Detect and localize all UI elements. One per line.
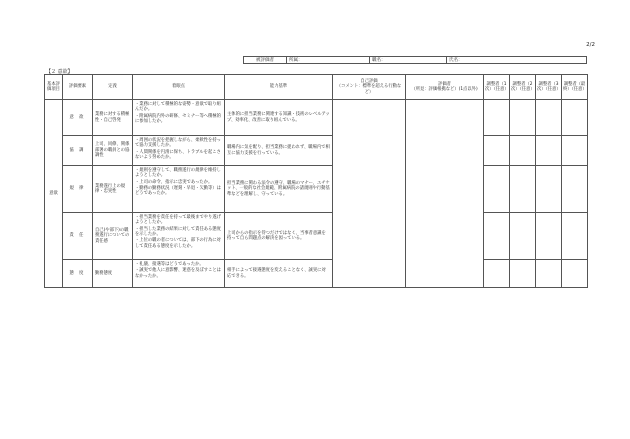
job-title-field[interactable]: 職名： xyxy=(370,57,447,64)
header-focus: 着眼点 xyxy=(133,75,225,100)
element-cell: 意 欲 xyxy=(63,100,93,136)
definition-cell: 自己(や部下)の職務遂行についての責任感 xyxy=(93,213,133,260)
adjuster-2-input[interactable] xyxy=(510,166,536,213)
adjuster-final-input[interactable] xyxy=(562,136,588,166)
header-evaluator xyxy=(406,75,484,100)
standard-cell: 主体的に担当業務に関連する知識・技術のレベルアップ、効率化、改善に取り組んでいる。 xyxy=(225,100,333,136)
adjuster-1-input[interactable] xyxy=(484,213,510,260)
adjuster-2-input[interactable] xyxy=(510,100,536,136)
adjuster-2-input[interactable] xyxy=(510,213,536,260)
focus-point: ・上司の命令、指示に忠実であったか。 xyxy=(135,179,213,185)
table-row xyxy=(45,213,588,260)
focus-cell xyxy=(133,136,225,166)
focus-point: ・附属病院内外の研修、セミナー等へ積極的に参加したか。 xyxy=(135,113,221,125)
header-adjuster-2: 調整者（2次）（任意） xyxy=(510,75,536,100)
focus-point: ・勤務の勤務状況（遅刻・早退・欠勤等）はどうであったか。 xyxy=(135,186,221,197)
adjuster-2-input[interactable] xyxy=(510,260,536,288)
focus-cell xyxy=(133,213,225,260)
adjuster-final-input[interactable] xyxy=(562,213,588,260)
adjuster-3-input[interactable] xyxy=(536,166,562,213)
table-row xyxy=(45,136,588,166)
self-eval-input[interactable] xyxy=(333,100,406,288)
table-row xyxy=(45,260,588,288)
header-basic-item: 基本評価項目 xyxy=(45,75,63,100)
focus-cell xyxy=(133,260,225,288)
evaluator-comment-input[interactable] xyxy=(406,100,484,288)
adjuster-2-input[interactable] xyxy=(510,136,536,166)
adjuster-1-input[interactable] xyxy=(484,136,510,166)
definition-cell: 業務遂行上の規律・忠実性 xyxy=(93,166,133,213)
header-self-eval xyxy=(333,75,406,100)
header-row xyxy=(45,75,588,100)
focus-point: ・業務に対して積極的な姿勢・意欲で取り組んだか。 xyxy=(135,102,221,113)
element-cell: 規 律 xyxy=(63,166,93,213)
element-cell: 責 任 xyxy=(63,213,93,260)
definition-cell: 勤務態度 xyxy=(93,260,133,288)
affiliation-field[interactable]: 所属： xyxy=(287,57,370,64)
focus-cell xyxy=(133,166,225,213)
basic-item-cell: 意欲 xyxy=(45,100,63,288)
adjuster-1-input[interactable] xyxy=(484,166,510,213)
header-standard: 能力基準 xyxy=(225,75,333,100)
adjuster-3-input[interactable] xyxy=(536,136,562,166)
standard-cell: 上司からの指示を待つだけではなく、当事者意識を持って自ら問題点の解決を図っている。 xyxy=(225,213,333,260)
page-number: 2/2 xyxy=(586,42,595,48)
adjuster-3-input[interactable] xyxy=(536,260,562,288)
focus-point: ・人間関係を円滑に保ち、トラブルを起こさないよう努めたか。 xyxy=(135,149,221,161)
focus-cell xyxy=(133,100,225,136)
header-adjuster-1: 調整者（1次）（任意） xyxy=(484,75,510,100)
focus-point: ・誠実で他人に意影響、迷惑を及ぼすことはなかったか。 xyxy=(135,268,221,279)
table-row xyxy=(45,166,588,213)
element-cell: 態 度 xyxy=(63,260,93,288)
evaluation-table xyxy=(44,74,588,288)
header-evaluator-title: 評価者 xyxy=(438,81,451,87)
name-field[interactable]: 氏名： xyxy=(447,57,587,64)
adjuster-final-input[interactable] xyxy=(562,260,588,288)
definition-cell: 上司、同僚、関係部署の職員との協調性 xyxy=(93,136,133,166)
definition-cell: 業務に対する積極性・自己啓発 xyxy=(93,100,133,136)
section-title: 【２ 意欲】 xyxy=(46,69,73,75)
header-adjuster-3: 調整者（3次）（任意） xyxy=(536,75,562,100)
header-element: 評価要素 xyxy=(63,75,93,100)
focus-point: ・周囲の状況を把握しながら、柔軟性を持って協力支援したか。 xyxy=(135,138,221,149)
element-cell: 協 調 xyxy=(63,136,93,166)
header-self-eval-title: 自己評価 xyxy=(360,78,378,84)
table-row xyxy=(45,100,588,136)
adjuster-final-input[interactable] xyxy=(562,166,588,213)
adjuster-1-input[interactable] xyxy=(484,100,510,136)
header-definition: 定義 xyxy=(93,75,133,100)
focus-point: ・上位の職の者については、部下の行為に対して責任ある態度を示したか。 xyxy=(135,238,221,249)
header-self-eval-sub: （コメント：標準を超える行動など） xyxy=(336,84,402,95)
focus-point: ・担当業務を責任を持って最後までやり遂げようとしたか。 xyxy=(135,215,221,226)
adjuster-3-input[interactable] xyxy=(536,100,562,136)
standard-cell: 職場内に気を配り、担当業務に捉われず、職場内で相互に協力支援を行っている。 xyxy=(225,136,333,166)
focus-point: ・礼儀、接遇等はどうであったか。 xyxy=(135,262,204,267)
adjuster-1-input[interactable] xyxy=(484,260,510,288)
adjuster-final-input[interactable] xyxy=(562,100,588,136)
standard-cell: 担当業務に関わる法令の遵守、職場のマナー、エチケット、一般的な社会規範、附属病院の諸規則や行動基準などを理解し、守っている。 xyxy=(225,166,333,213)
header-adjuster-final: 調整者（最終）（任意） xyxy=(562,75,588,100)
focus-point: ・担当した業務の結果に対して責任ある態度を示したか。 xyxy=(135,226,221,238)
standard-cell: 相手によって接遇態度を変えることなく、誠実に対応できる。 xyxy=(225,260,333,288)
evaluator-info-table xyxy=(243,56,587,64)
focus-point: ・規則を遵守して、職務遂行の規律を維持しようとしたか。 xyxy=(135,168,221,179)
evaluator-label: 被評価者 xyxy=(244,57,287,64)
header-evaluator-sub: （所見：評価根拠など）(1点以外) xyxy=(411,87,478,92)
adjuster-3-input[interactable] xyxy=(536,213,562,260)
